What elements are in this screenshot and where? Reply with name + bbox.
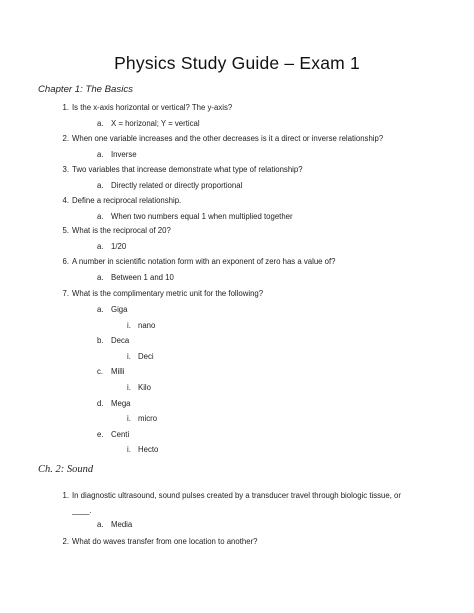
metric-unit-item	[97, 399, 131, 408]
question-continuation: ____.	[72, 506, 92, 515]
complement-text: Deci	[138, 352, 154, 361]
complement-text: micro	[138, 414, 158, 423]
metric-unit: Giga	[111, 305, 128, 314]
page-title: Physics Study Guide – Exam 1	[114, 53, 360, 73]
answer-text: Media	[111, 520, 133, 529]
roman-numeral: i.	[127, 445, 131, 454]
complement-text: Kilo	[138, 383, 152, 392]
metric-complement	[127, 414, 158, 423]
answer-text: 1/20	[111, 242, 127, 251]
question-7	[62, 289, 264, 298]
metric-complement	[127, 383, 152, 392]
chapter-1-heading: Chapter 1: The Basics	[38, 84, 133, 95]
answer-text: Inverse	[111, 150, 137, 159]
question-number: 5.	[62, 226, 69, 235]
question-text: What do waves transfer from one location to another?	[72, 537, 258, 546]
metric-unit-item	[97, 336, 130, 345]
question-2	[62, 134, 384, 143]
metric-unit-item	[97, 430, 130, 439]
question-number: 1.	[62, 103, 69, 112]
roman-numeral: i.	[127, 321, 131, 330]
answer-text: X = horizonal; Y = vertical	[111, 119, 200, 128]
question-number: 7.	[62, 289, 69, 298]
question-number: 3.	[62, 165, 69, 174]
question-text: Define a reciprocal relationship.	[72, 196, 182, 205]
roman-numeral: i.	[127, 414, 131, 423]
question-text: In diagnostic ultrasound, sound pulses created by a transducer travel through biologic tissue, or	[72, 491, 401, 500]
question-1	[62, 103, 233, 112]
answer-letter: a.	[97, 242, 104, 251]
metric-unit: Mega	[111, 399, 131, 408]
metric-unit: Deca	[111, 336, 130, 345]
answer-text: Directly related or directly proportional	[111, 181, 243, 190]
answer-6	[97, 273, 174, 282]
question-text: When one variable increases and the other decreases is it a direct or inverse relationship?	[72, 134, 384, 143]
item-letter: e.	[97, 430, 104, 439]
item-letter: d.	[97, 399, 104, 408]
item-letter: c.	[97, 367, 104, 376]
question-3	[62, 165, 303, 174]
answer-1	[97, 119, 200, 128]
answer-1	[97, 520, 133, 529]
metric-complement	[127, 352, 154, 361]
question-number: 6.	[62, 257, 69, 266]
answer-text: Between 1 and 10	[111, 273, 174, 282]
item-letter: b.	[97, 336, 104, 345]
question-number: 2.	[62, 134, 69, 143]
answer-letter: a.	[97, 273, 104, 282]
answer-letter: a.	[97, 520, 104, 529]
answer-letter: a.	[97, 150, 104, 159]
question-number: 2.	[62, 537, 69, 546]
answer-2	[97, 150, 137, 159]
metric-unit: Milli	[111, 367, 125, 376]
answer-5	[97, 242, 127, 251]
answer-4	[97, 212, 293, 221]
complement-text: nano	[138, 321, 156, 330]
metric-unit: Centi	[111, 430, 130, 439]
question-5	[62, 226, 171, 235]
question-6	[62, 257, 336, 266]
answer-letter: a.	[97, 181, 104, 190]
question-text: What is the reciprocal of 20?	[72, 226, 171, 235]
question-4	[62, 196, 182, 205]
question-text: Two variables that increase demonstrate what type of relationship?	[72, 165, 303, 174]
chapter-2-heading: Ch. 2: Sound	[38, 464, 94, 475]
question-1	[62, 491, 401, 500]
metric-unit-item	[97, 305, 128, 314]
metric-complement	[127, 445, 159, 454]
metric-unit-item	[97, 367, 125, 376]
roman-numeral: i.	[127, 352, 131, 361]
complement-text: Hecto	[138, 445, 159, 454]
question-text: What is the complimentary metric unit for the following?	[72, 289, 264, 298]
question-text: A number in scientific notation form with an exponent of zero has a value of?	[72, 257, 336, 266]
answer-letter: a.	[97, 212, 104, 221]
roman-numeral: i.	[127, 383, 131, 392]
item-letter: a.	[97, 305, 104, 314]
answer-letter: a.	[97, 119, 104, 128]
question-number: 1.	[62, 491, 69, 500]
answer-text: When two numbers equal 1 when multiplied together	[111, 212, 293, 221]
question-number: 4.	[62, 196, 69, 205]
question-2	[62, 537, 258, 546]
answer-3	[97, 181, 243, 190]
question-text: Is the x-axis horizontal or vertical? The y-axis?	[72, 103, 233, 112]
metric-complement	[127, 321, 156, 330]
